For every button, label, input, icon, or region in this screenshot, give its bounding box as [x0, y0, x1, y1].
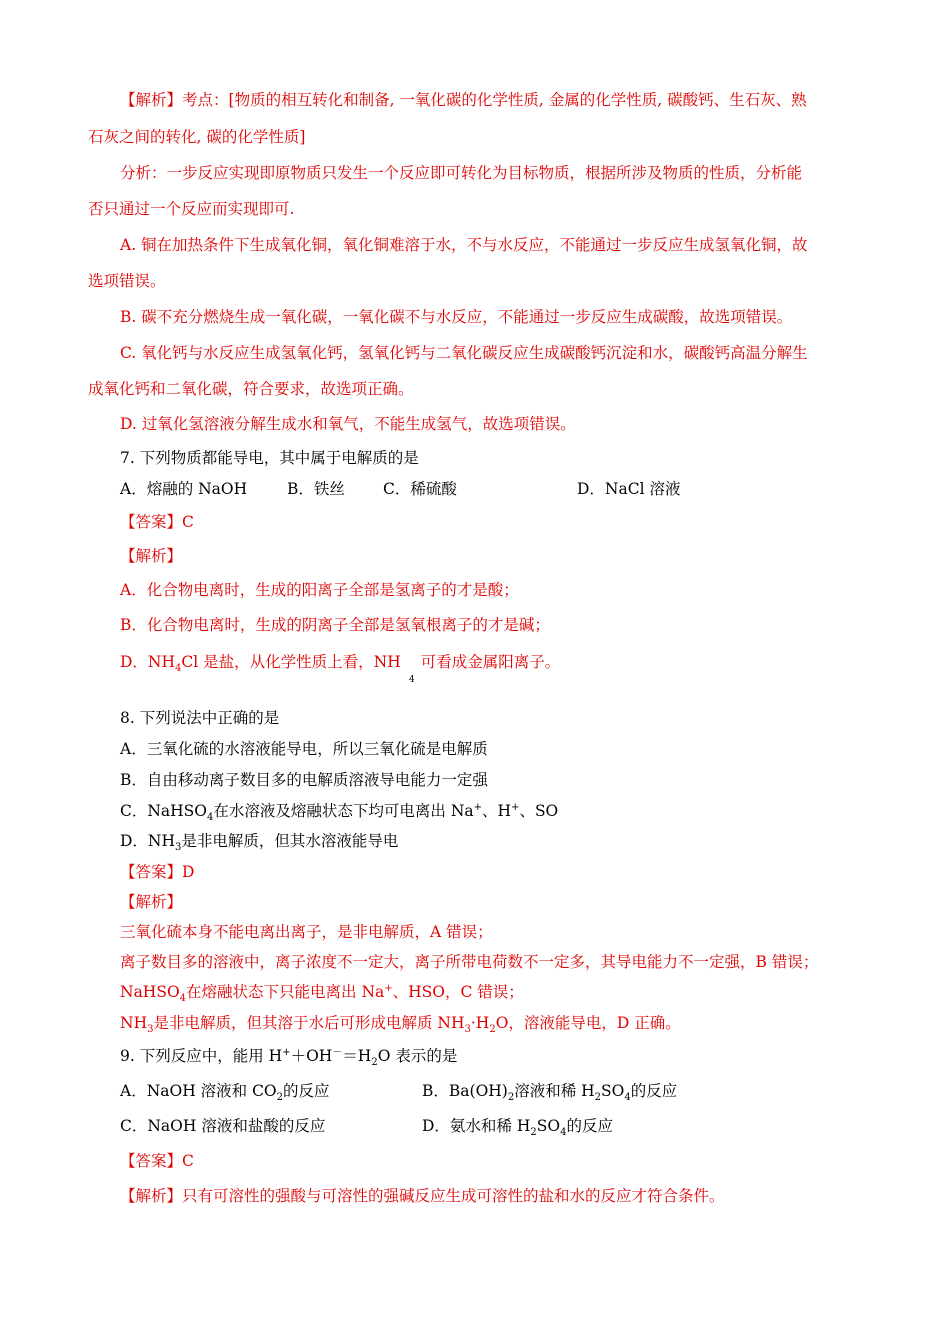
q8-analysis-1: 三氧化硫本身不能电离出离子，是非电解质，A 错误； [120, 923, 493, 941]
q9-answer: 【答案】C [120, 1152, 194, 1170]
q8-analysis-3: NaHSO$_4$在熔融状态下只能电离出 Na+、HSO，C 错误； [120, 982, 524, 1005]
q8-option-c: C．NaHSO$_4$在水溶液及熔融状态下均可电离出 Na+、H+、SO [120, 801, 559, 824]
q7-analysis-b: B．化合物电离时，生成的阴离子全部是氢氧根离子的才是碱； [120, 616, 550, 634]
q8-question: 8. 下列说法中正确的是 [120, 709, 280, 727]
q8-analysis-tag: 【解析】 [120, 893, 183, 911]
q7-option-b: B．铁丝 [287, 480, 345, 498]
q8-option-b: B．自由移动离子数目多的电解质溶液导电能力一定强 [120, 771, 488, 789]
q7-option-d: D．NaCl 溶液 [577, 480, 681, 498]
q6-option-d-line1: D. 过氧化氢溶液分解生成水和氧气，不能生成氢气，故选项错误。 [120, 415, 576, 433]
q6-fenxi-line1: 分析：一步反应实现即原物质只发生一个反应即可转化为目标物质，根据所涉及物质的性质，分析能 [120, 164, 803, 182]
q7-option-a: A．熔融的 NaOH [120, 480, 248, 498]
q8-option-d: D．$NH_3$是非电解质，但其水溶液能导电 [120, 832, 399, 854]
q6-option-a-line1: A. 铜在加热条件下生成氧化铜，氧化铜难溶于水，不与水反应，不能通过一步反应生成氢氧化铜，故 [120, 236, 808, 254]
q9-option-d: D．氨水和稀 $H_2SO_4$的反应 [422, 1117, 613, 1139]
q6-option-b-line1: B. 碳不充分燃烧生成一氧化碳，一氧化碳不与水反应，不能通过一步反应生成碳酸，故选项错误。 [120, 308, 793, 326]
q6-analysis-line2: 石灰之间的转化, 碳的化学性质] [88, 128, 306, 146]
q8-analysis-2: 离子数目多的溶液中，离子浓度不一定大，离子所带电荷数不一定多，其导电能力不一定强，B 错误； [120, 953, 819, 971]
q7-analysis-d: D．$NH_4Cl$ 是盐，从化学性质上看，NH 可看成金属阳离子。 [120, 653, 561, 675]
q7-analysis-tag: 【解析】 [120, 547, 183, 565]
stray-subscript: 4 [409, 675, 415, 685]
q6-option-c-line2: 成氧化钙和二氧化碳，符合要求，故选项正确。 [88, 380, 414, 398]
q8-answer: 【答案】D [120, 863, 195, 881]
q7-answer: 【答案】C [120, 513, 194, 531]
q8-option-a: A．三氧化硫的水溶液能导电，所以三氧化硫是电解质 [120, 740, 488, 758]
q7-analysis-a: A．化合物电离时，生成的阳离子全部是氢离子的才是酸； [120, 581, 519, 599]
q8-analysis-4: $NH_3$是非电解质，但其溶于水后可形成电解质 $NH_3\cdot H_2O$，溶液能导电，D 正确。 [120, 1014, 681, 1036]
q9-option-b: B．$Ba(OH)_2$溶液和稀 $H_2SO_4$的反应 [422, 1082, 678, 1104]
q9-option-a: A．NaOH 溶液和 $CO_2$的反应 [120, 1082, 330, 1104]
q6-option-c-line1: C. 氧化钙与水反应生成氢氧化钙，氢氧化钙与二氧化碳反应生成碳酸钙沉淀和水，碳酸钙高温分解生 [120, 344, 808, 362]
q6-fenxi-line2: 否只通过一个反应而实现即可. [88, 200, 295, 218]
q9-question: 9. 下列反应中，能用 $H^++OH^-=H_2O$ 表示的是 [120, 1046, 458, 1069]
q6-option-a-line2: 选项错误。 [88, 272, 166, 290]
q7-option-c: C．稀硫酸 [383, 480, 457, 498]
analysis-tag: 【解析】 [120, 91, 183, 109]
q6-analysis-line1: 【解析】考点：[物质的相互转化和制备, 一氧化碳的化学性质, 金属的化学性质, 碳酸钙、生石灰、熟 [120, 91, 807, 109]
q7-question: 7. 下列物质都能导电，其中属于电解质的是 [120, 449, 419, 467]
q9-option-c: C．NaOH 溶液和盐酸的反应 [120, 1117, 326, 1135]
q9-analysis: 【解析】只有可溶性的强酸与可溶性的强碱反应生成可溶性的盐和水的反应才符合条件。 [120, 1187, 725, 1205]
